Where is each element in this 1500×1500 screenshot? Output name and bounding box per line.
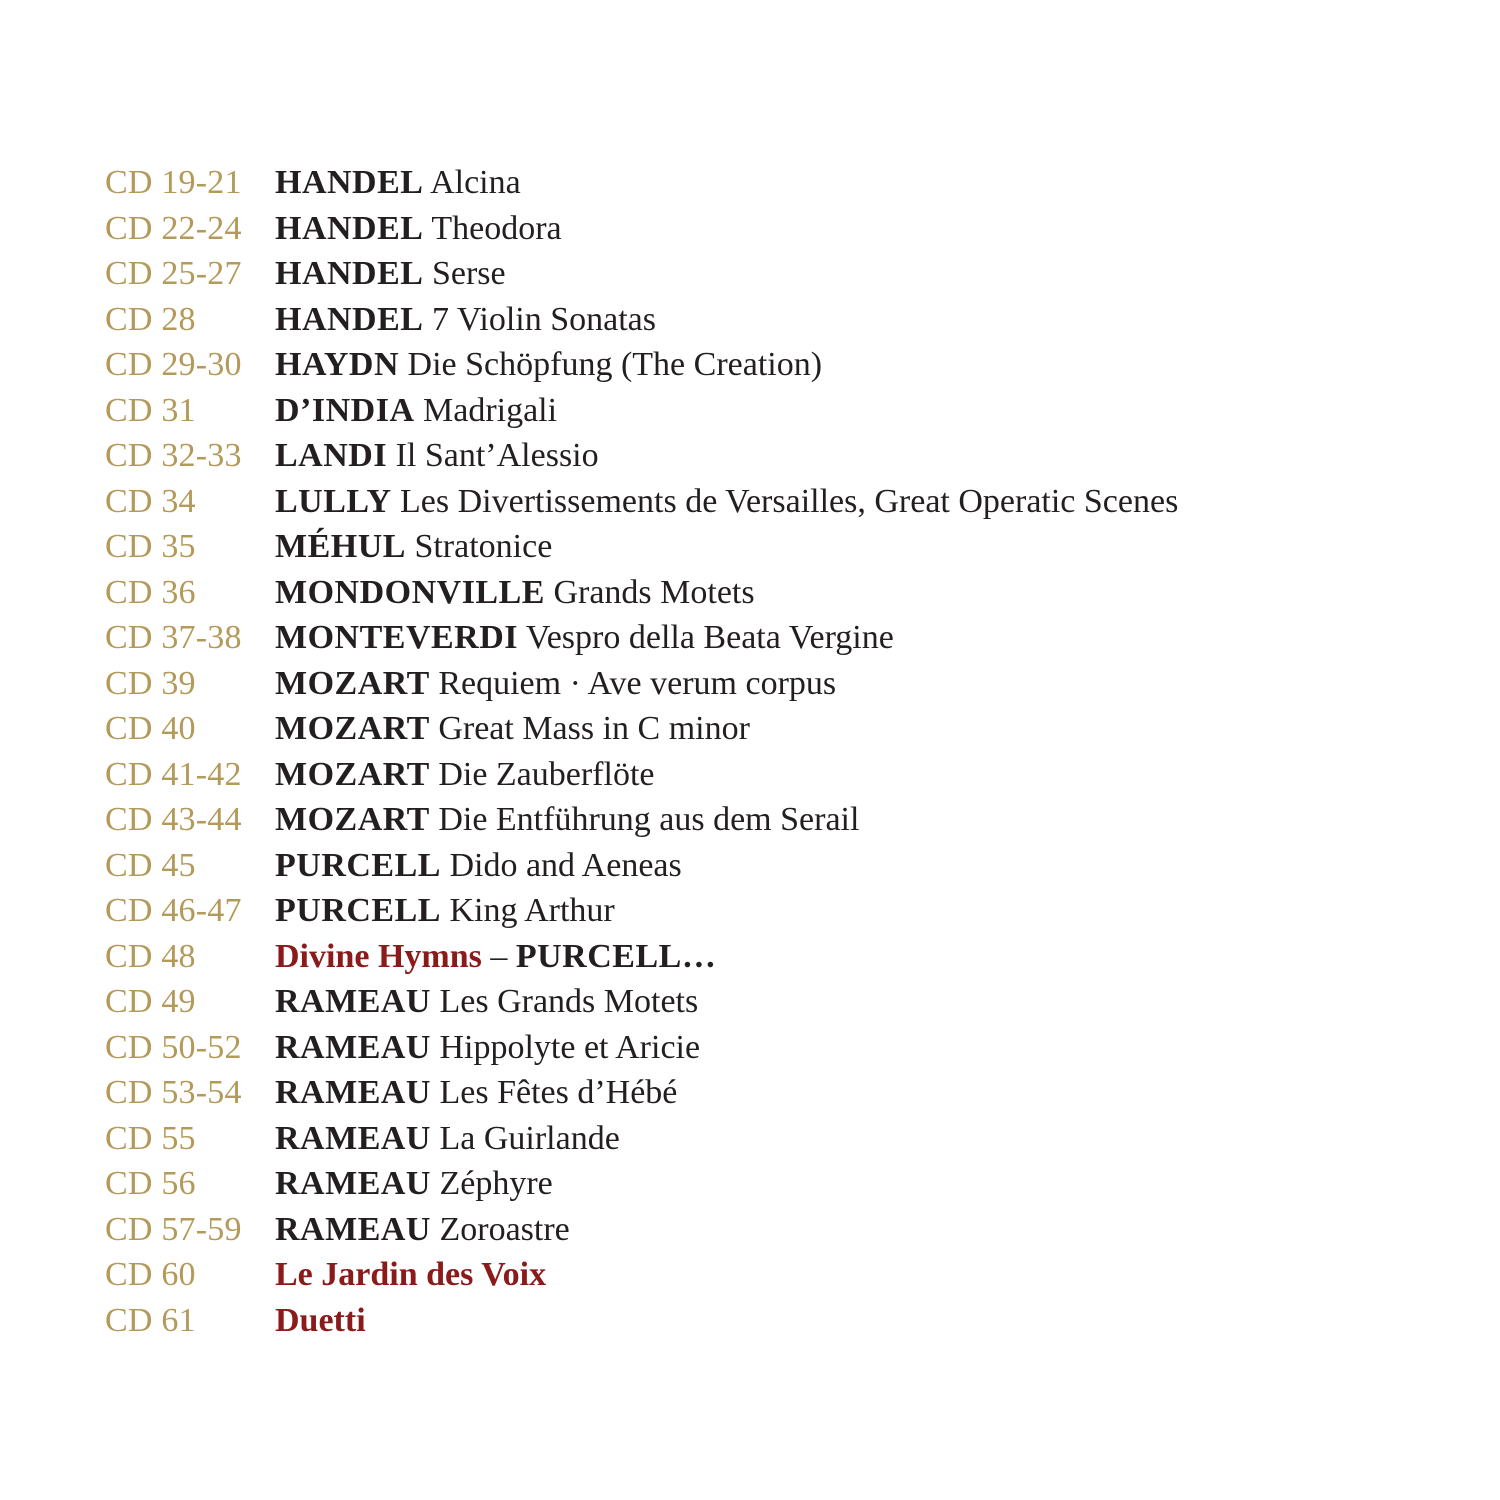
composer-name: HAYDN: [275, 346, 400, 383]
work-title: Theodora: [431, 209, 562, 247]
work-title: La Guirlande: [439, 1119, 620, 1157]
composer-name: HANDEL: [275, 300, 424, 338]
collection-title: Duetti: [275, 1301, 366, 1339]
entry: [275, 206, 562, 252]
composer-name: MONDONVILLE: [275, 573, 545, 611]
work-title: Zoroastre: [439, 1210, 570, 1248]
work-title: Stratonice: [414, 528, 553, 565]
work-title: Die Schöpfung (The Creation): [407, 346, 823, 383]
composer-name: RAMEAU: [275, 1028, 431, 1066]
work-title: Les Fêtes d’Hébé: [439, 1074, 678, 1111]
list-item: [105, 479, 1405, 525]
list-item: [105, 251, 1405, 297]
cd-number: CD 35: [105, 528, 196, 565]
cd-number: CD 37-38: [105, 619, 242, 656]
composer-name: HANDEL: [275, 164, 424, 201]
composer-name: HANDEL: [275, 255, 424, 292]
cd-number: CD 45: [105, 846, 196, 884]
list-item: [105, 888, 1405, 934]
list-item: [105, 1116, 1405, 1162]
composer-name: PURCELL: [275, 892, 441, 929]
work-title: 7 Violin Sonatas: [431, 300, 656, 338]
cd-number: CD 28: [105, 300, 196, 338]
composer-name: LANDI: [275, 437, 388, 474]
work-title: Alcina: [430, 164, 521, 201]
composer-name: RAMEAU: [275, 1165, 431, 1202]
list-item: [105, 342, 1405, 388]
work-title: Il Sant’Alessio: [395, 437, 599, 474]
list-item: [105, 570, 1405, 616]
work-title: Madrigali: [423, 391, 558, 429]
composer-name: MÉHUL: [275, 528, 406, 565]
collection-title: Le Jardin des Voix: [275, 1256, 547, 1293]
work-title: King Arthur: [449, 892, 615, 929]
list-item: [105, 661, 1405, 707]
entry: [275, 433, 599, 479]
entry: [275, 524, 552, 570]
entry: [275, 934, 716, 980]
composer-name: LULLY: [275, 482, 392, 520]
list-item: [105, 433, 1405, 479]
composer-name: RAMEAU: [275, 1210, 431, 1248]
entry: [275, 752, 654, 798]
work-title: Die Entführung aus dem Serail: [438, 801, 860, 838]
entry: [275, 1116, 620, 1162]
work-title: Requiem · Ave verum corpus: [438, 664, 837, 702]
work-title: Dido and Aeneas: [449, 846, 682, 884]
cd-number: CD 40: [105, 710, 196, 747]
entry: [275, 706, 750, 752]
entry: [275, 888, 615, 934]
cd-number: CD 55: [105, 1119, 196, 1157]
entry: [275, 297, 656, 343]
composer-name: RAMEAU: [275, 1119, 431, 1157]
cd-number: CD 43-44: [105, 801, 242, 838]
collection-title: Divine Hymns: [275, 937, 482, 975]
work-title: Serse: [431, 255, 506, 292]
list-item: [105, 752, 1405, 798]
list-item: [105, 206, 1405, 252]
entry: [275, 1298, 366, 1344]
work-title: Les Grands Motets: [439, 983, 699, 1020]
list-item: [105, 524, 1405, 570]
composer-name: MOZART: [275, 664, 430, 702]
cd-number: CD 34: [105, 482, 196, 520]
list-item: [105, 1025, 1405, 1071]
list-item: [105, 1070, 1405, 1116]
cd-track-list: [105, 160, 1405, 1343]
cd-number: CD 19-21: [105, 164, 242, 201]
cd-number: CD 48: [105, 937, 196, 975]
entry: [275, 615, 894, 661]
cd-number: CD 49: [105, 983, 196, 1020]
composer-name: MOZART: [275, 710, 430, 747]
list-item: [105, 1161, 1405, 1207]
work-title: Zéphyre: [439, 1165, 553, 1202]
list-item: [105, 979, 1405, 1025]
composer-name: HANDEL: [275, 209, 424, 247]
cd-number: CD 31: [105, 391, 196, 429]
work-title: Hippolyte et Aricie: [439, 1028, 701, 1066]
cd-number: CD 39: [105, 664, 196, 702]
entry: [275, 160, 521, 206]
work-title: Great Mass in C minor: [438, 710, 750, 747]
list-item: [105, 706, 1405, 752]
list-item: [105, 615, 1405, 661]
list-item: [105, 160, 1405, 206]
composer-name: MOZART: [275, 755, 430, 793]
composer-name: MONTEVERDI: [275, 619, 519, 656]
title-separator: –: [481, 937, 516, 975]
cd-number: CD 61: [105, 1301, 196, 1339]
list-item: [105, 1298, 1405, 1344]
entry: [275, 1207, 570, 1253]
list-item: [105, 843, 1405, 889]
cd-number: CD 56: [105, 1165, 196, 1202]
list-item: [105, 297, 1405, 343]
entry: [275, 570, 755, 616]
work-title: Die Zauberflöte: [438, 755, 655, 793]
composer-name: PURCELL: [275, 846, 441, 884]
entry: [275, 661, 836, 707]
cd-number: CD 41-42: [105, 755, 242, 793]
entry: [275, 797, 859, 843]
entry: [275, 843, 682, 889]
entry: [275, 1161, 553, 1207]
composer-name: MOZART: [275, 801, 430, 838]
cd-number: CD 36: [105, 573, 196, 611]
cd-number: CD 57-59: [105, 1210, 242, 1248]
list-item: [105, 1207, 1405, 1253]
entry: [275, 1025, 700, 1071]
entry: [275, 479, 1178, 525]
composer-name: RAMEAU: [275, 1074, 431, 1111]
composer-name: PURCELL…: [515, 937, 717, 975]
cd-number: CD 25-27: [105, 255, 242, 292]
entry: [275, 388, 557, 434]
list-item: [105, 934, 1405, 980]
entry: [275, 1252, 546, 1298]
entry: [275, 251, 506, 297]
cd-number: CD 60: [105, 1256, 196, 1293]
entry: [275, 342, 822, 388]
cd-number: CD 32-33: [105, 437, 242, 474]
composer-name: RAMEAU: [275, 983, 431, 1020]
work-title: Grands Motets: [553, 573, 755, 611]
work-title: Vespro della Beata Vergine: [525, 619, 894, 656]
cd-number: CD 29-30: [105, 346, 242, 383]
cd-number: CD 46-47: [105, 892, 242, 929]
list-item: [105, 797, 1405, 843]
entry: [275, 1070, 677, 1116]
composer-name: D’INDIA: [275, 391, 415, 429]
cd-number: CD 50-52: [105, 1028, 242, 1066]
list-item: [105, 1252, 1405, 1298]
work-title: Les Divertissements de Versailles, Great Operatic Scenes: [400, 482, 1179, 520]
list-item: [105, 388, 1405, 434]
entry: [275, 979, 698, 1025]
cd-number: CD 53-54: [105, 1074, 242, 1111]
cd-number: CD 22-24: [105, 209, 242, 247]
